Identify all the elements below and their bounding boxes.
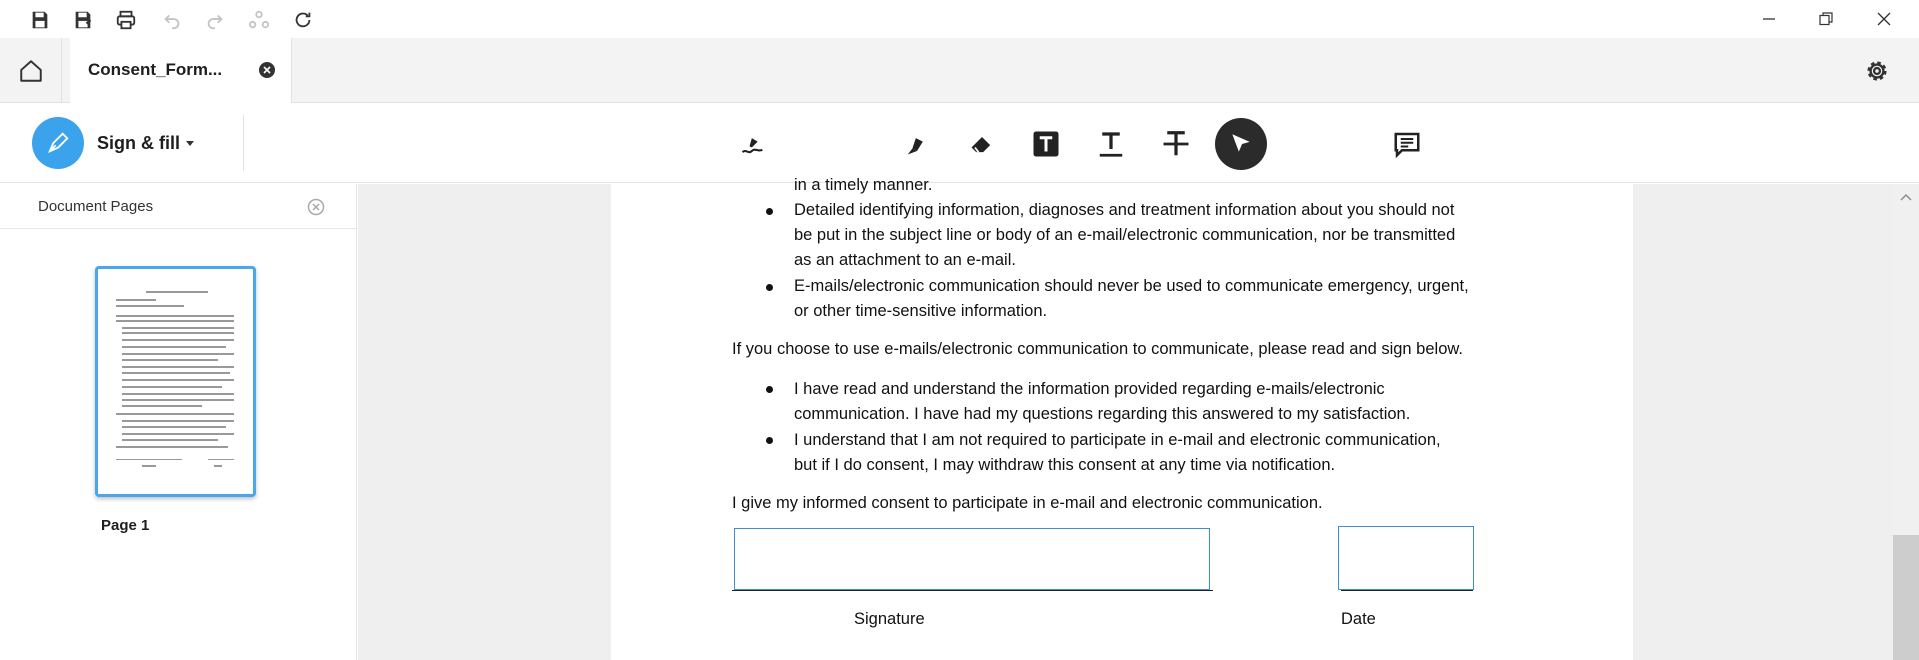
doc-text-line: in a timely manner. [794, 176, 933, 194]
signature-line [732, 590, 1213, 591]
undo-icon[interactable] [157, 5, 187, 35]
signature-label: Signature [854, 610, 925, 628]
bullet [766, 208, 773, 215]
sign-icon[interactable] [727, 118, 779, 170]
doc-text-line: I have read and understand the information provided regarding e-mails/electronic [794, 380, 1385, 398]
strikethrough-icon[interactable] [1150, 118, 1202, 170]
doc-text-line: I understand that I am not required to participate in e-mail and electronic communication, [794, 431, 1441, 449]
pane-close-icon[interactable] [307, 198, 325, 216]
pen-icon [32, 117, 84, 169]
title-bar [0, 0, 1919, 38]
print-icon[interactable] [111, 5, 141, 35]
pane-title: Document Pages [38, 198, 154, 215]
toolbar [0, 103, 1919, 183]
text-box-icon[interactable] [1020, 118, 1072, 170]
share-icon[interactable] [244, 5, 274, 35]
vertical-scrollbar[interactable] [1893, 184, 1919, 660]
restore-icon[interactable] [1803, 4, 1849, 34]
bullet [766, 437, 773, 444]
signature-field[interactable] [734, 528, 1210, 590]
bullet [766, 386, 773, 393]
page-label: Page 1 [101, 517, 150, 534]
doc-text-line: I give my informed consent to participate in e-mail and electronic communication. [732, 494, 1323, 512]
tab-bar [0, 38, 1919, 103]
tab-document[interactable] [70, 38, 292, 103]
chevron-down-icon [186, 141, 194, 146]
document-pages-pane [0, 184, 357, 660]
eraser-icon[interactable] [956, 118, 1008, 170]
doc-text-line: but if I do consent, I may withdraw this consent at any time via notification. [794, 456, 1336, 474]
refresh-icon[interactable] [288, 5, 318, 35]
home-icon[interactable] [0, 38, 62, 103]
date-field[interactable] [1338, 526, 1474, 590]
underline-icon[interactable] [1085, 118, 1137, 170]
doc-text-line: If you choose to use e-mails/electronic communication to communicate, please read and sign below. [732, 340, 1463, 358]
highlight-icon[interactable] [891, 118, 943, 170]
mode-label: Sign & fill [97, 132, 180, 153]
redo-icon[interactable] [200, 5, 230, 35]
save-icon[interactable] [25, 5, 55, 35]
doc-text-line: communication. I have had my questions regarding this answered to my satisfaction. [794, 405, 1411, 423]
settings-icon[interactable] [1860, 54, 1894, 88]
pane-header [0, 184, 357, 229]
select-icon[interactable] [1215, 118, 1267, 170]
date-line [1341, 590, 1473, 591]
scrollbar-thumb[interactable] [1893, 535, 1919, 660]
close-icon[interactable] [1861, 4, 1907, 34]
tab-close-icon[interactable] [258, 61, 276, 79]
minimize-icon[interactable] [1746, 4, 1792, 34]
sign-fill-dropdown[interactable] [32, 116, 232, 170]
date-label: Date [1341, 610, 1376, 628]
doc-text-line: or other time-sensitive information. [794, 302, 1048, 320]
doc-text-line: E-mails/electronic communication should never be used to communicate emergency, urgent, [794, 277, 1469, 295]
scroll-up-icon[interactable] [1900, 189, 1912, 199]
toolbar-divider [243, 115, 244, 171]
comment-icon[interactable] [1381, 118, 1433, 170]
doc-text-line: as an attachment to an e-mail. [794, 251, 1016, 269]
bullet [766, 284, 773, 291]
doc-text-line: be put in the subject line or body of an e-mail/electronic communication, nor be transmitted [794, 226, 1456, 244]
save-as-icon[interactable] [68, 5, 98, 35]
tab-title: Consent_Form... [88, 60, 223, 79]
doc-text-line: Detailed identifying information, diagnoses and treatment information about you should not [794, 201, 1455, 219]
page-thumbnail[interactable] [95, 266, 256, 497]
